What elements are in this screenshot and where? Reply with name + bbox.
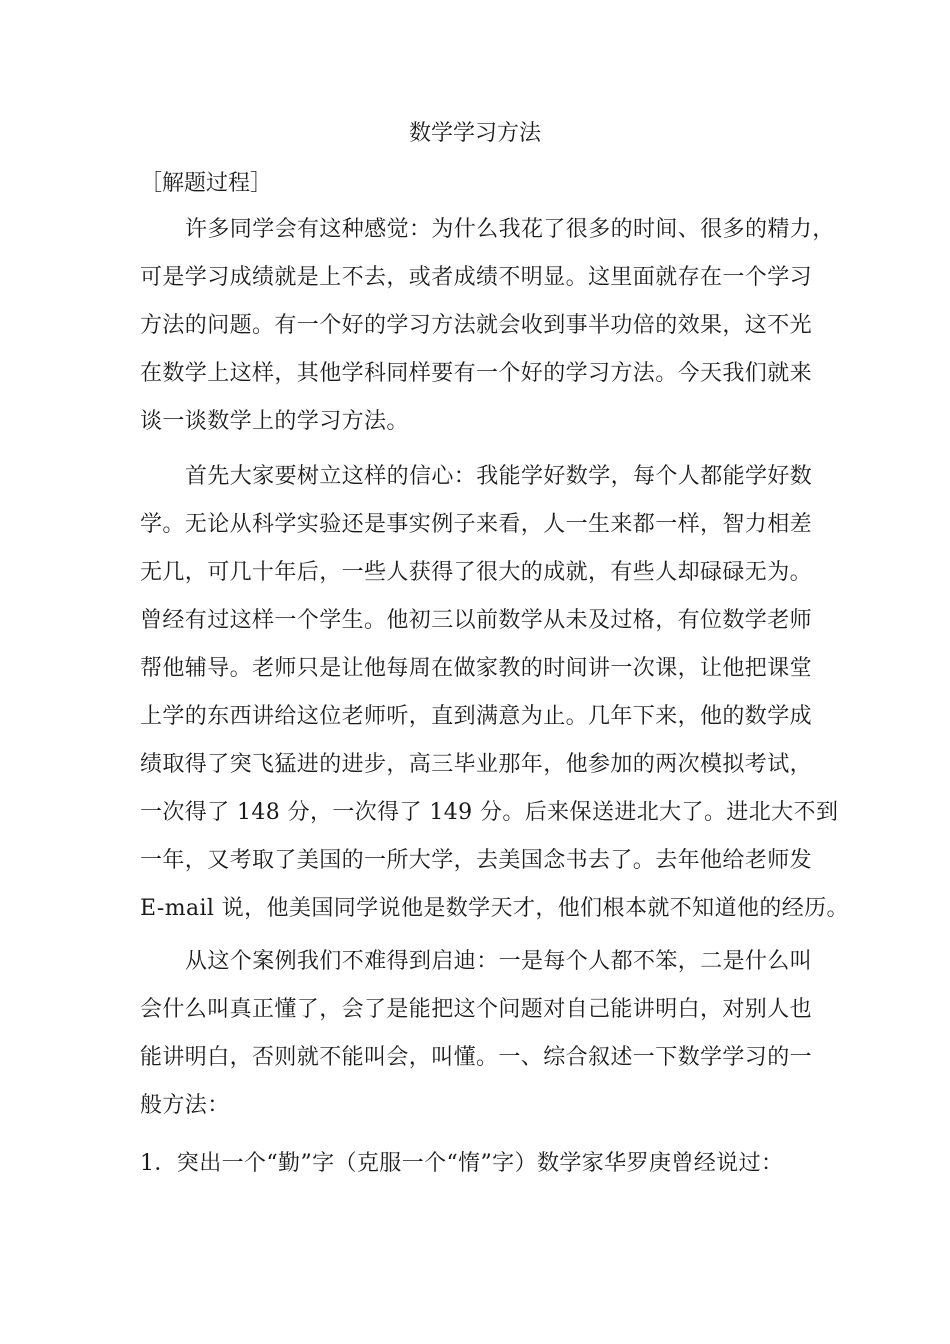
- text-line: 谈一谈数学上的学习方法。: [140, 409, 409, 434]
- text-line: 在数学上这样，其他学科同样要有一个好的学习方法。今天我们就来: [140, 361, 813, 386]
- text-line: 帮他辅导。老师只是让他每周在做家教的时间讲一次课，让他把课堂: [140, 656, 813, 681]
- text-line: 从这个案例我们不难得到启迪：一是每个人都不笨，二是什么叫: [185, 949, 813, 974]
- text-line: 一次得了 148 分，一次得了 149 分。后来保送进北大了。进北大不到: [140, 800, 839, 825]
- text-line: E-mail 说，他美国同学说他是数学天才，他们根本就不知道他的经历。: [140, 896, 849, 921]
- text-line: 许多同学会有这种感觉：为什么我花了很多的时间、很多的精力，: [185, 217, 835, 242]
- section-label: ［解题过程］: [140, 171, 273, 196]
- text-line: 方法的问题。有一个好的学习方法就会收到事半功倍的效果，这不光: [140, 313, 813, 338]
- text-line: 般方法：: [140, 1093, 230, 1118]
- text-line: 无几，可几十年后，一些人获得了很大的成就，有些人却碌碌无为。: [140, 560, 813, 585]
- text-line: 绩取得了突飞猛进的进步，高三毕业那年，他参加的两次模拟考试，: [140, 752, 813, 777]
- text-line: 曾经有过这样一个学生。他初三以前数学从未及过格，有位数学老师: [140, 608, 813, 633]
- text-line: 能讲明白，否则就不能叫会，叫懂。一、综合叙述一下数学学习的一: [140, 1045, 813, 1070]
- text-line: 会什么叫真正懂了，会了是能把这个问题对自己能讲明白，对别人也: [140, 997, 813, 1022]
- text-line: 1．突出一个“勤”字（克服一个“惰”字）数学家华罗庚曾经说过：: [140, 1151, 784, 1176]
- text-line: 可是学习成绩就是上不去，或者成绩不明显。这里面就存在一个学习: [140, 265, 813, 290]
- text-line: 学。无论从科学实验还是事实例子来看，人一生来都一样，智力相差: [140, 512, 813, 537]
- text-line: 首先大家要树立这样的信心：我能学好数学，每个人都能学好数: [185, 464, 813, 489]
- text-line: 上学的东西讲给这位老师听，直到满意为止。几年下来，他的数学成: [140, 704, 813, 729]
- text-line: 一年，又考取了美国的一所大学，去美国念书去了。去年他给老师发: [140, 848, 813, 873]
- document-title: 数学学习方法: [408, 121, 541, 146]
